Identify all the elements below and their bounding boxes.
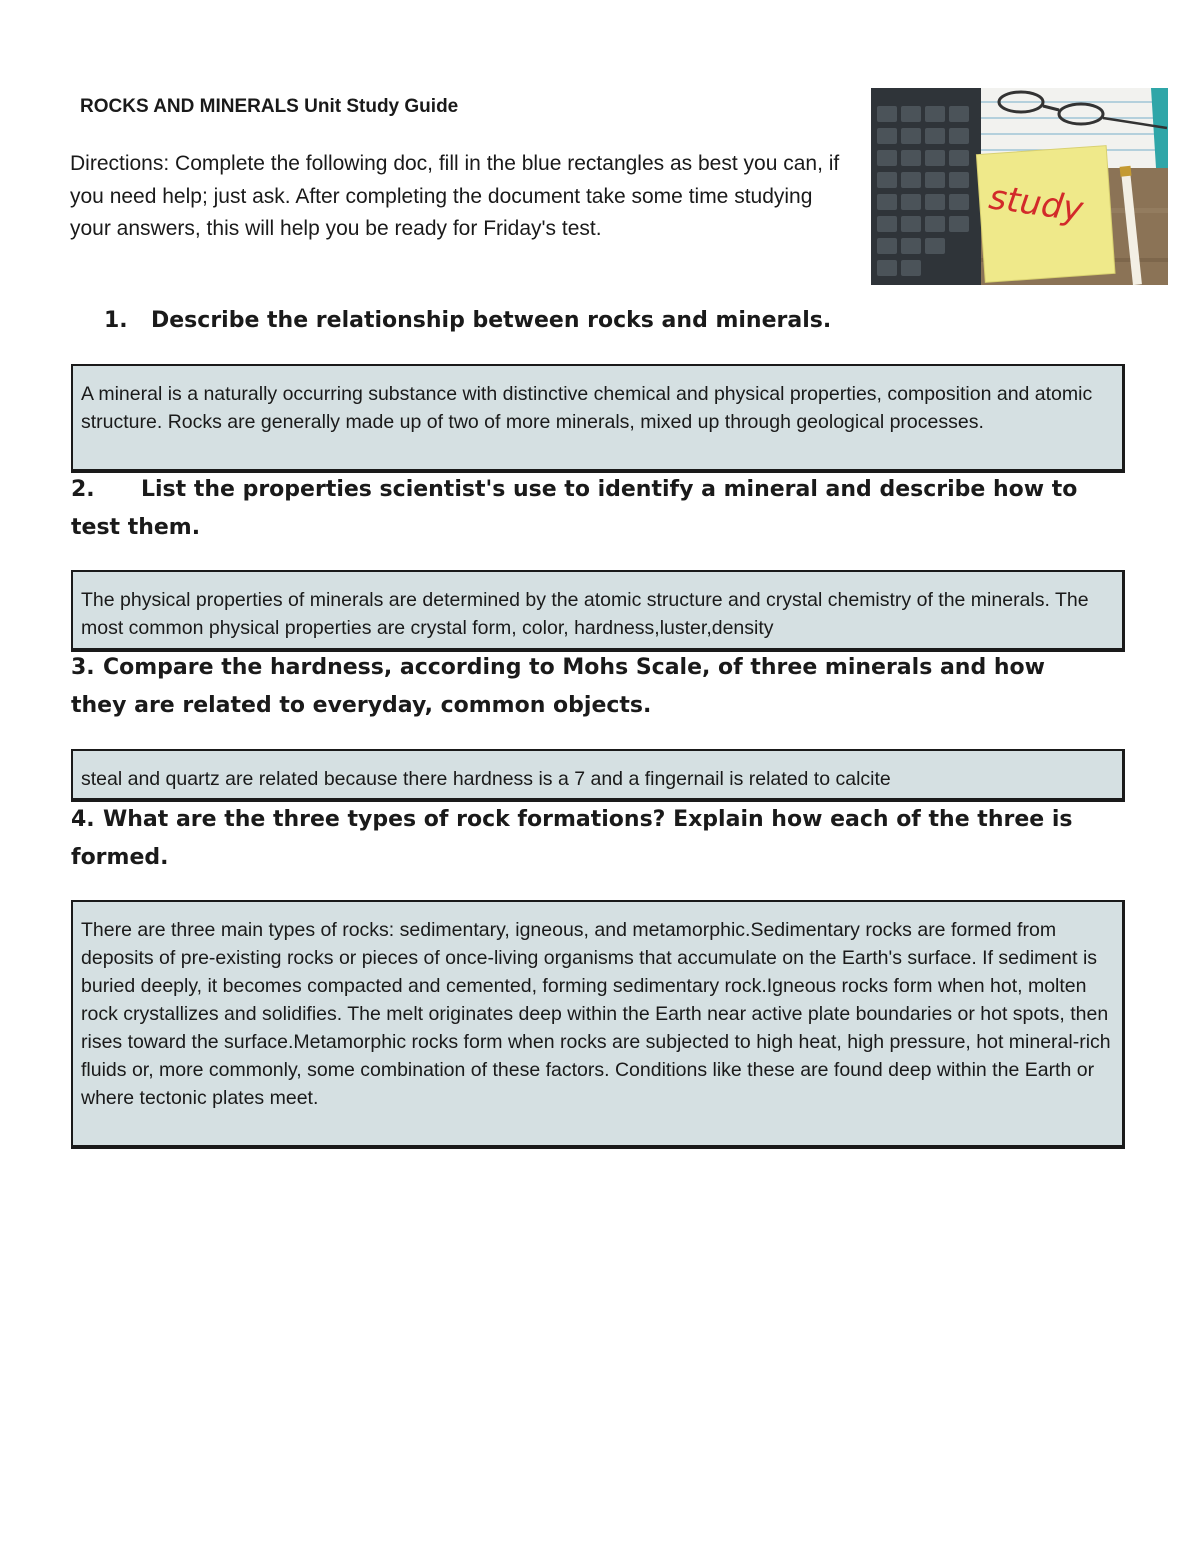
question-number: 3. <box>71 655 95 680</box>
question-text: What are the three types of rock formations? Explain how each of the three is formed. <box>71 807 1073 870</box>
question-text: List the properties scientist's use to identify a mineral and describe how to test them. <box>71 477 1078 540</box>
answer-box-3[interactable]: steal and quartz are related because there hardness is a 7 and a fingernail is related to calcite <box>71 749 1125 802</box>
answer-box-4[interactable]: There are three main types of rocks: sedimentary, igneous, and metamorphic.Sedimentary rocks are formed from deposits of pre-existing rocks or pieces of once-living organisms that accumulate on the Earth's surface. If sediment is buried deeply, it becomes compacted and cemented, forming sedimentary rock.Igneous rocks form when hot, molten rock crystallizes and solidifies. The melt originates deep within the Earth near active plate boundaries or hot spots, then rises toward the surface.Metamorphic rocks form when rocks are subjected to high heat, high pressure, hot mineral-rich fluids or, more commonly, some combination of these factors. Conditions like these are found deep within the Earth or where tectonic plates meet. <box>71 900 1125 1149</box>
answer-box-2[interactable]: The physical properties of minerals are determined by the atomic structure and crystal chemistry of the minerals. The most common physical properties are crystal form, color, hardness,luster,density <box>71 570 1125 652</box>
answer-box-1[interactable]: A mineral is a naturally occurring substance with distinctive chemical and physical properties, composition and atomic structure. Rocks are generally made up of two of more minerals, mixed up through geological processes. <box>71 364 1125 473</box>
question-number: 2. <box>71 477 95 502</box>
question-4 <box>71 801 1141 877</box>
document-title: ROCKS AND MINERALS Unit Study Guide <box>80 96 459 117</box>
question-text: Describe the relationship between rocks and minerals. <box>151 308 832 333</box>
question-1 <box>104 302 1174 340</box>
study-photo <box>871 88 1168 285</box>
sticky-note-text: study <box>986 177 1086 231</box>
directions-text: Directions: Complete the following doc, fill in the blue rectangles as best you can, if you need help; just ask. After completing the document take some time studying your answers, this will help you be ready for Friday's test. <box>70 152 840 240</box>
study-photo-illustration <box>871 88 1168 285</box>
question-number: 1. <box>104 308 128 333</box>
question-text: Compare the hardness, according to Mohs Scale, of three minerals and how they are related to everyday, common objects. <box>71 655 1045 718</box>
question-2 <box>71 471 1131 547</box>
question-number: 4. <box>71 807 95 832</box>
question-3 <box>71 649 1081 725</box>
